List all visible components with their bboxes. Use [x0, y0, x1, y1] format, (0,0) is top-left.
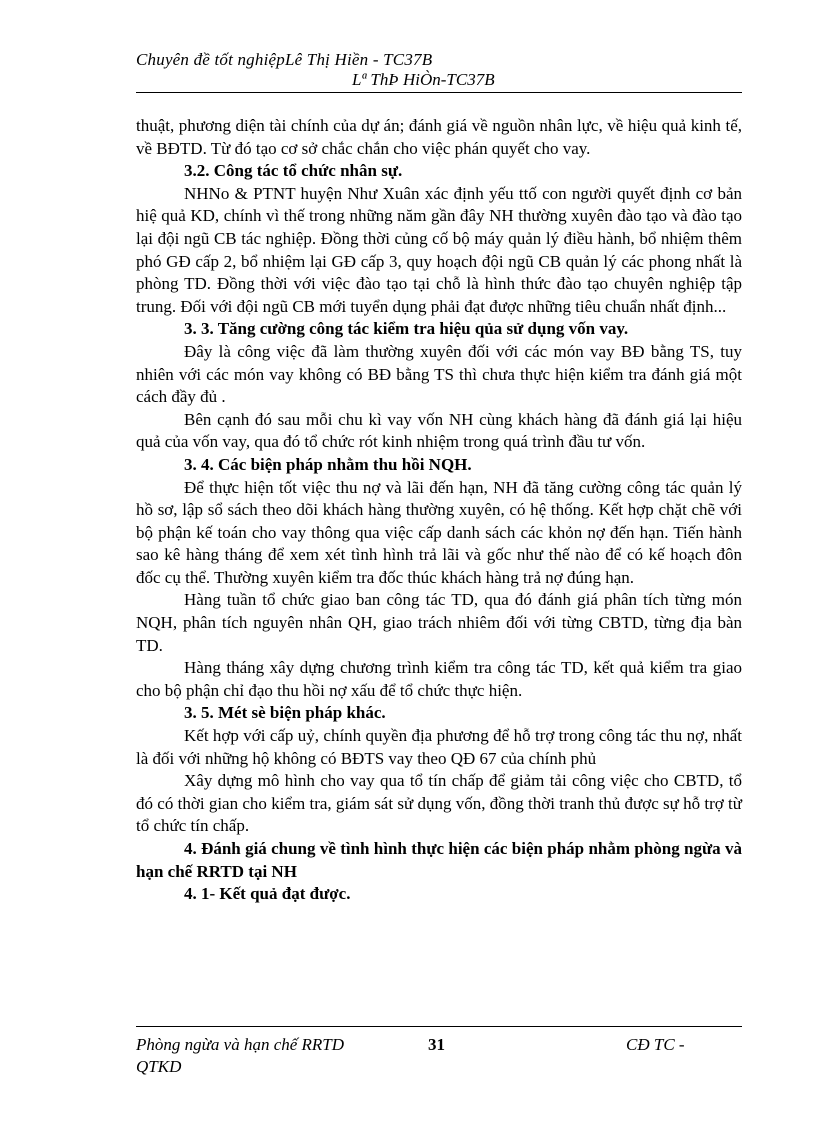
header-divider: [136, 92, 742, 93]
footer-topic: Phòng ngừa và hạn chế RRTD: [136, 1035, 345, 1054]
paragraph-credit-group: Xây dựng mô hình cho vay qua tổ tín chấp để giảm tải công việc cho CBTD, tổ đó có thời gian cho kiểm tra, giám sát sử dụng vốn, đồng thời tranh thủ được sự hỗ trợ từ tổ chức tín chấp.: [136, 771, 742, 836]
document-body: [136, 115, 742, 906]
header-title-line: Chuyên đề tốt nghiệpLê Thị Hiền - TC37B: [136, 50, 433, 69]
section-heading-3-2: 3.2. Công tác tổ chức nhân sự.: [184, 161, 403, 181]
footer-topic-continued: QTKD: [136, 1057, 182, 1076]
header-author-line: Lª ThÞ HiÒn-TC37B: [352, 70, 495, 89]
page-number: 31: [428, 1035, 445, 1054]
paragraph-evaluation: Bên cạnh đó sau mỗi chu kì vay vốn NH cùng khách hàng đã đánh giá lại hiệu quả của vốn vay, qua đó tổ chức rót kinh nhiệm trong quá trình đầu tư vốn.: [136, 409, 742, 452]
paragraph-weekly-review: Hàng tuần tổ chức giao ban công tác TD, qua đó đánh giá phân tích từng món NQH, phân tích nguyên nhân QH, giao trách nhiêm đối với từng CBTD, từng địa bàn TD.: [136, 590, 742, 655]
section-heading-3-5: 3. 5. Mét sè biện pháp khác.: [184, 703, 386, 723]
paragraph-monthly-program: Hàng tháng xây dựng chương trình kiểm tra công tác TD, kết quả kiểm tra giao cho bộ phận chỉ đạo thu hồi nợ xấu để tổ chức thực hiện.: [136, 658, 742, 700]
section-heading-4: 4. Đánh giá chung về tình hình thực hiện các biện pháp nhằm phòng ngừa và hạn chế RRTD tại NH: [136, 839, 742, 881]
section-heading-3-4: 3. 4. Các biện pháp nhằm thu hồi NQH.: [184, 454, 472, 474]
paragraph-local-authority: Kết hợp với cấp uỷ, chính quyền địa phương để hỗ trợ trong công tác thu nợ, nhất là đối với những hộ không có BĐTS vay theo QĐ 67 của chính phủ: [136, 726, 742, 768]
paragraph-personnel: NHNo & PTNT huyện Như Xuân xác định yếu ttố con người quyết định cơ bản hiệ quả KD, chính vì thế trong những năm gần đây NH thường xuyên đào tạo và đào tạo lại đội ngũ CB tác nghiệp. Đồng thời củng cố bộ máy quản lý điều hành, bổ nhiệm thêm phó GĐ cấp 2, bổ nhiệm lại GĐ cấp 3, quy hoạch đội ngũ CB quản lý các phong nhất là phòng TD. Đồng thời với việc đào tạo tại chỗ là hình thức đào tạo chuyên nghiệp tập trung. Đối với đội ngũ CB mới tuyển dụng phải đạt được những tiêu chuẩn nhất định...: [136, 183, 742, 316]
paragraph-continuation: thuật, phương diện tài chính của dự án; đánh giá về nguồn nhân lực, về hiệu quả kinh tế, về BĐTD. Từ đó tạo cơ sở chắc chắn cho việc phán quyết cho vay.: [136, 116, 742, 158]
section-heading-4-1: 4. 1- Kết quả đạt được.: [184, 884, 351, 904]
page-header: [136, 50, 742, 90]
section-heading-3-3: 3. 3. Tăng cường công tác kiểm tra hiệu qủa sử dụng vốn vay.: [184, 319, 629, 339]
paragraph-debt-collection: Để thực hiện tốt việc thu nợ và lãi đến hạn, NH đã tăng cường công tác quản lý hồ sơ, lập sổ sách theo dõi khách hàng thường xuyên, có hệ thống. Kết hợp chặt chẽ với bộ phận kế toán cho vay thông qua việc cấp danh sách các khỏn nợ đến hạn. Tiến hành sao kê hàng tháng để xem xét tình hình trả lãi và gốc như thế nào để có kế hoạch đôn đốc cụ thể. Thường xuyên kiểm tra đốc thúc khách hàng trả nợ đúng hạn.: [136, 477, 742, 587]
footer-department: CĐ TC -: [626, 1035, 685, 1054]
footer-divider: [136, 1026, 742, 1027]
paragraph-inspection: Đây là công việc đã làm thường xuyên đối với các món vay BĐ bằng TS, tuy nhiên với các món vay không có BĐ bằng TS thì chưa thực hiện kiểm tra đánh giá một cách đầy đủ .: [136, 341, 742, 407]
